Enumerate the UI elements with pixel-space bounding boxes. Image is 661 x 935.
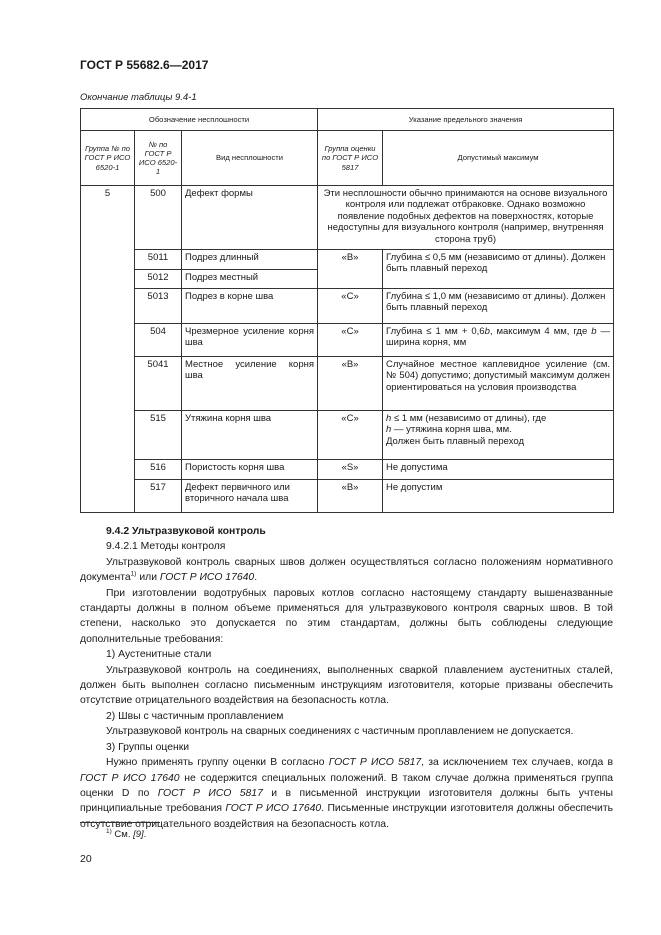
- defects-table: [80, 108, 614, 513]
- defect-type-cell: Подрез местный: [182, 270, 318, 289]
- max-limit-cell: Не допустим: [383, 480, 614, 513]
- header-designation: Обозначение несплошности: [81, 109, 318, 131]
- defect-no-cell: 5012: [135, 270, 182, 289]
- body-text: [80, 524, 613, 832]
- header-max: Допустимый максимум: [383, 131, 614, 186]
- max-limit-cell: Глубина ≤ 0,5 мм (независимо от длины). Должен быть плавный переход: [383, 250, 614, 289]
- defect-no-cell: 504: [135, 324, 182, 357]
- eval-group-cell: «B»: [318, 250, 383, 289]
- table-row: [81, 250, 614, 270]
- max-limit-cell: Глубина ≤ 1 мм + 0,6b, максимум 4 мм, где b — ширина корня, мм: [383, 324, 614, 357]
- defect-no-cell: 5013: [135, 289, 182, 324]
- footnote-ref: 1): [130, 570, 137, 578]
- defect-no-cell: 500: [135, 186, 182, 250]
- defect-type-cell: Дефект первичного или вторичного начала шва: [182, 480, 318, 513]
- eval-group-cell: «B»: [318, 357, 383, 411]
- table-row: [81, 357, 614, 411]
- eval-group-cell: «C»: [318, 324, 383, 357]
- footnote: $^{1)}$ См. [9].: [106, 827, 147, 840]
- table-row: [81, 289, 614, 324]
- paragraph: Нужно применять группу оценки B согласно ГОСТ Р ИСО 5817, за исключением тех случаев, когда в ГОСТ Р ИСО 17640 не содержится специальных положений. В таком случае должна применяться группа оценки D по ГОСТ Р ИСО 5817 и в письменной инструкции изготовителя должны быть учтены принципиальные требования ГОСТ Р ИСО 17640. Письменные инструкции изготовителя должны обеспечить отсутствие отрицательного воздействия на безопасность котла.: [80, 757, 614, 830]
- list-item: 3) Группы оценки: [106, 741, 190, 753]
- table-row: [81, 186, 614, 250]
- defect-type-cell: Подрез длинный: [182, 250, 318, 270]
- eval-group-cell: «S»: [318, 460, 383, 480]
- subsection-heading: 9.4.2.1 Методы контроля: [106, 541, 226, 553]
- defect-type-cell: Чрезмерное усиление корня шва: [182, 324, 318, 357]
- defect-type-cell: Дефект формы: [182, 186, 318, 250]
- group-number-cell: 5: [81, 186, 135, 513]
- header-eval-group: Группа оценки по ГОСТ Р ИСО 5817: [318, 131, 383, 186]
- list-item: 1) Аустенитные стали: [106, 649, 212, 661]
- max-limit-cell: Не допустима: [383, 460, 614, 480]
- defect-no-cell: 5011: [135, 250, 182, 270]
- defect-no-cell: 5041: [135, 357, 182, 411]
- header-group-no: Группа № по ГОСТ Р ИСО 6520-1: [81, 131, 135, 186]
- table-caption: Окончание таблицы 9.4-1: [80, 92, 197, 103]
- paragraph: Ультразвуковой контроль на сварных соединениях с частичным проплавлением не допускается.: [106, 726, 574, 738]
- defect-type-cell: Подрез в корне шва: [182, 289, 318, 324]
- header-limit: Указание предельного значения: [318, 109, 614, 131]
- defect-type-cell: Утяжина корня шва: [182, 411, 318, 460]
- section-heading: 9.4.2 Ультразвуковой контроль: [106, 526, 266, 537]
- defect-note-cell: Эти несплошности обычно принимаются на основе визуального контроля или подлежат отбраковке. Однако возможно появление подобных дефектов на поверхностях, которые недоступны для визуального контроля (например, внутренняя сторона труб): [318, 186, 614, 250]
- page-number: 20: [80, 853, 92, 865]
- max-limit-cell: h ≤ 1 мм (независимо от длины), где h — утяжина корня шва, мм. Должен быть плавный переход: [383, 411, 614, 460]
- footnote-divider: [80, 822, 160, 823]
- defect-type-cell: Местное усиление корня шва: [182, 357, 318, 411]
- defect-type-cell: Пористость корня шва: [182, 460, 318, 480]
- table-row: [81, 324, 614, 357]
- table-row: [81, 411, 614, 460]
- paragraph: Ультразвуковой контроль на соединениях, выполненных сваркой плавлением аустенитных сталей, должен быть выполнен согласно письменным инструкциям изготовителя, которые призваны обеспечить отсутствие отрицательного воздействия на безопасность котла.: [80, 664, 613, 707]
- header-type: Вид несплошности: [182, 131, 318, 186]
- document-header: ГОСТ Р 55682.6—2017: [80, 58, 209, 72]
- defect-no-cell: 515: [135, 411, 182, 460]
- list-item: 2) Швы с частичным проплавлением: [106, 710, 284, 722]
- eval-group-cell: «B»: [318, 480, 383, 513]
- table-row: [81, 480, 614, 513]
- table-row: [81, 460, 614, 480]
- defect-no-cell: 517: [135, 480, 182, 513]
- paragraph: Ультразвуковой контроль сварных швов должен осуществляться согласно положениям нормативного документа$^{1)}$ или ГОСТ Р ИСО 17640.: [80, 556, 613, 584]
- header-no: № по ГОСТ Р ИСО 6520-1: [135, 131, 182, 186]
- max-limit-cell: Случайное местное каплевидное усиление (см. № 504) допустимо; допустимый максимум должен ориентироваться на условия производства: [383, 357, 614, 411]
- defect-no-cell: 516: [135, 460, 182, 480]
- eval-group-cell: «C»: [318, 289, 383, 324]
- paragraph: При изготовлении водотрубных паровых котлов согласно настоящему стандарту вышеназванные стандарты должны в полном объеме применяться для ультразвукового контроля сварных швов. В той степени, насколько это допускается по этим стандартам, должны быть соблюдены следующие дополнительные требования:: [80, 587, 613, 645]
- max-limit-cell: Глубина ≤ 1,0 мм (независимо от длины). Должен быть плавный переход: [383, 289, 614, 324]
- eval-group-cell: «C»: [318, 411, 383, 460]
